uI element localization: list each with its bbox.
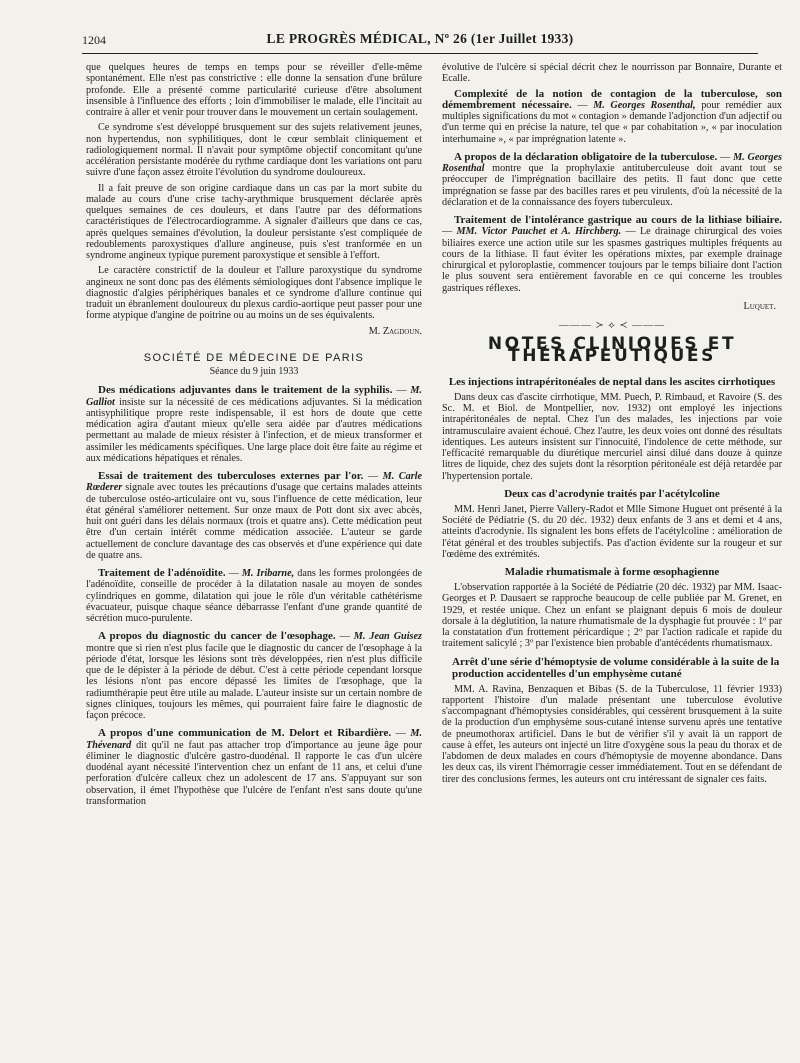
journal-title: LE PROGRÈS MÉDICAL, Nº 26 (1er Juillet 1933): [266, 31, 574, 46]
ornament-divider: ——— ≻ ⟡ ≺ ———: [558, 320, 666, 331]
article-entry: A propos d'une communication de M. Delort et Ribardière. — M. Thévenard dit qu'il ne faut pas attacher trop d'importance au jeune âge pour éliminer le diagnostic d'ulcère gastro-duodénal. Il rapporte le cas d'un ulcère duodénal ayant nécessité l'intervention chez un enfant de 11 ans, et celui d'une perforation d'ulcère calleux chez un adolescent de 17 ans. S'appuyant sur son observation, il émet l'hypothèse que l'ulcère de l'enfant n'est sans doute qu'une transformation: [86, 727, 422, 807]
article-body: pour remédier aux multiples significations du mot « contagion » demande l'adjonction d'un adjectif ou d'un terme qui en précise la nature, tel que « par cohabitation », « par inoculation interhumaine », « par imprégnation latente ».: [442, 99, 783, 145]
article-author: M. Georges Rosenthal: [442, 151, 783, 174]
paragraph: évolutive de l'ulcère si spécial décrit chez le nourrisson par Bonnaire, Durante et Ecalle.: [442, 62, 782, 85]
article-body: — Le drainage chirurgical des voies biliaires exerce une action utile sur les spasmes gastriques multiples fréquents au cours de la lithiase. Il faut éviter les opérations mixtes, par exemple drainage chirurgical et pyloroplastie, commencer toujours par le temps biliaire dont l'action le plus souvent sera entièrement favorable en ce qui concerne les troubles gastriques réflexes.: [442, 226, 783, 294]
paragraph: Il a fait preuve de son origine cardiaque dans un cas par la mort subite du malade au cours d'une crise tachy-arythmique brusquement déclarée après quelques semaines de ces douleurs, et dans l'autre par des déformations caractéristiques de l'électrocardiogramme. A signaler d'ailleurs que dans ce cas, après quelques semaines d'évolution, la douleur persistante s'est compliquée de redoublements paroxystiques d'allure angineuse, puis s'est tranformée en un syndrome angineux typique purement paroxystique et sensible à l'effort.: [86, 182, 422, 261]
article-author: M. Iribarne,: [241, 568, 295, 579]
article-body: insiste sur la nécessité de ces médications adjuvantes. Si la médication antisyphilitique propre reste indispensable, il est hors de doute que cette médication agira d'autant mieux qu'elle sera aidée par d'autres médications permettant au malade de mieux résister à l'infection, et de mieux transformer et assimiler les médicaments spécifiques. Une large place doit être faite au régime et aux médications hépatiques et rénales.: [86, 396, 423, 464]
article-body: dans les formes prolongées de l'adénoïdite, conseille de procéder à la dilatation nasale au moyen de sondes cylindriques en gomme, dilatation qui joue le rôle d'un véritable cathétérisme évacuateur, puisque chaque séance débarrasse l'enfant d'une grande quantité de sécrétion muco-purulente.: [86, 568, 422, 624]
article-entry: A propos du diagnostic du cancer de l'œsophage. — M. Jean Guisez montre que si rien n'est plus facile que le diagnostic du cancer de l'œsophage à la période d'état, lorsque les lésions sont très développées, rien n'est plus difficile que de le dépister à la période de début. C'est à cette période cependant lorsque les lésions n'ont pas encore dépassé les limites de l'œsophage, que la radiumthérapie peut être utile au malade. L'auteur insiste sur un certain nombre de signes cliniques, toujours les mêmes, qui pourraient faire faire le diagnostic de façon précoce.: [86, 630, 423, 721]
society-heading: SOCIÉTÉ DE MÉDECINE DE PARIS: [143, 351, 365, 364]
author-signature: M. Zagdoun.: [368, 325, 422, 337]
article-author: MM. Victor Pauchet et A. Hirchberg.: [456, 226, 622, 238]
article-body: montre que la prophylaxie antituberculeuse doit avant tout se préoccuper de l'imprégnation bacillaire des petits. Il faut donc que cette imprégnation se fasse par des bacilles rares et peu virulents, d'où la nécessité de la déclaration et de la connaissance des foyers tuberculeux.: [442, 163, 783, 208]
note-heading: Maladie rhumatismale à forme œsophagienne: [504, 566, 720, 578]
article-body: dit qu'il ne faut pas attacher trop d'importance au jeune âge pour éliminer le diagnostic d'ulcère gastro-duodénal. Il rapporte le cas d'un ulcère duodénal ayant nécessité l'intervention chez un enfant de 11 ans, et celui d'une perforation d'ulcère calleux chez un adolescent de 17 ans. S'appuyant sur son observation, il émet l'hypothèse que l'ulcère de l'enfant n'est sans doute qu'une transformation: [86, 739, 422, 807]
article-heading: Traitement de l'intolérance gastrique au cours de la lithiase biliaire.: [454, 214, 782, 226]
article-author: M. Georges Rosenthal,: [593, 99, 696, 111]
article-heading: Complexité de la notion de contagion de la tuberculose, son démembrement nécessaire.: [442, 87, 782, 111]
left-column: [86, 62, 422, 814]
note-body: MM. Henri Janet, Pierre Vallery-Radot et Mlle Simone Huguet ont présenté à la Société de Pédiatrie (S. du 20 déc. 1932) deux enfants de 3 ans et demi et 4 ans, atteints d'acrodynie. Ils signalent les bons effets de l'acétylcoline : amélioration de l'état général et des troubles subjectifs. Pas d'action évidente sur la rougeur et sur l'œdème des extrémités.: [442, 503, 782, 560]
note-heading: Arrêt d'une série d'hémoptysie de volume considérable à la suite de la production accidentelles d'un emphysème cutané: [452, 655, 780, 680]
paragraph: Ce syndrome s'est développé brusquement sur des sujets relativement jeunes, non hypertendus, non syphilitiques, dont le cœur semblait cliniquement et radiologiquement normal. Il n'avait pour symptôme objectif concomitant qu'une accélération persistante modérée du rythme cardiaque dont les variations ont paru suivre d'une façon assez étroite l'évolution du syndrome douloureux.: [86, 122, 422, 179]
note-heading: Les injections intrapéritonéales de neptal dans les ascites cirrhotiques: [448, 375, 776, 388]
right-column: [442, 62, 782, 789]
article-body: montre que si rien n'est plus facile que le diagnostic du cancer de l'œsophage à la période d'état, lorsque les lésions sont très développées, rien n'est plus difficile que de le dépister à la période de début. C'est à cette période cependant lorsque les lésions n'ont pas encore dépassé les limites de l'œsophage, que la radiumthérapie peut être utile au malade. L'auteur insiste sur un certain nombre de signes cliniques, toujours les mêmes, qui pourraient faire faire le diagnostic de façon précoce.: [86, 642, 422, 721]
article-entry: Des médications adjuvantes dans le traitement de la syphilis. — M. Galliot insiste sur la nécessité de ces médications adjuvantes. Si la médication antisyphilitique propre reste indispensable, il est hors de doute que cette médication agira d'autant mieux qu'elle sera aidée par d'autres médications permettant au malade de mieux résister à l'infection, et de mieux transformer et assimiler les médicaments spécifiques. Une large place doit être faite au régime et aux médications hépatiques et rénales.: [86, 384, 423, 464]
article-entry: A propos de la déclaration obligatoire de la tuberculose. — M. Georges Rosenthal montre que la prophylaxie antituberculeuse doit avant tout se préoccuper de l'imprégnation bacillaire des petits. Il faut donc que cette imprégnation se fasse par des bacilles rares et peu virulents, d'où la nécessité de la déclaration et de la connaissance des foyers tuberculeux.: [442, 150, 783, 208]
section-title: NOTES CLINIQUES ET THÉRAPEUTIQUES: [487, 334, 737, 366]
article-author: M. Carle Rœderer: [86, 471, 423, 494]
note-body: Dans deux cas d'ascite cirrhotique, MM. Puech, P. Rimbaud, et Ravoire (S. des Sc. M. et Biol. de Montpellier, nov. 1932) ont employé les injections intrapéritonéales de neptal. Chez l'un des malades, les injections par voie intramusculaire avaient échoué. Chez l'autre, les deux voies ont donné des résultats identiques. Les auteurs insistent sur l'innocuité, l'indolence de cette méthode, sur l'efficacité remarquable du diurétique mercuriel ainsi dilué dans douze à quinze litres de liquide, chez des sujets dont la résorption péritonéale est déjà retardée par l'hypertension portale.: [442, 391, 782, 482]
article-heading: Essai de traitement des tuberculoses externes par l'or.: [98, 470, 364, 482]
article-entry: Complexité de la notion de contagion de la tuberculose, son démembrement nécessaire. — M. Georges Rosenthal, pour remédier aux multiples significations du mot « contagion » demande l'adjonction d'un adjectif ou d'un terme qui en précise la nature, tel que « par cohabitation », « par inoculation interhumaine », « par imprégnation latente ».: [442, 87, 783, 145]
article-entry: Traitement de l'intolérance gastrique au cours de la lithiase biliaire. — MM. Victor Pauchet et A. Hirchberg. — Le drainage chirurgical des voies biliaires exerce une action utile sur les spasmes gastriques multiples fréquents au cours de la lithiase. Il faut éviter les opérations mixtes, par exemple drainage chirurgical et pyloroplastie, commencer toujours par le temps biliaire dont l'action le plus souvent sera entièrement favorable en ce qui concerne les troubles gastriques réflexes.: [442, 214, 783, 294]
article-author: M. Galliot: [86, 385, 423, 408]
article-author: M. Thévenard: [86, 728, 422, 751]
author-signature: Luquet.: [743, 300, 776, 312]
page-number: 1204: [82, 33, 106, 47]
note-heading: Deux cas d'acrodynie traités par l'acétylcoline: [504, 487, 720, 500]
note-body: L'observation rapportée à la Société de Pédiatrie (20 déc. 1932) par MM. Isaac-Georges et P. Dausaert se rapproche beaucoup de celle publiée par M. Grenet, en 1929, et restée unique. Chez un enfant se plaignant depuis 6 mois de douleur dorsale à la déglutition, la nature rhumatismale de la dysphagie fut prouvée : 1º par la constatation d'un frottement péricardique ; 2º par l'action radicale et rapide du traitement salicylé ; 3º par l'existence bien probable d'antécédents rhumatismaux.: [442, 582, 782, 650]
article-heading: A propos du diagnostic du cancer de l'œsophage.: [98, 630, 336, 643]
article-heading: Des médications adjuvantes dans le traitement de la syphilis.: [98, 384, 393, 397]
note-body: MM. A. Ravina, Benzaquen et Bibas (S. de la Tuberculose, 11 février 1933) rapportent l'histoire d'un malade présentant une tuberculose évolutive s'accompagnant d'hémoptysies considérables, qui cessèrent brusquement à la suite de la production d'un emphysème sous-cutané intense survenu après une tentative de pneumothorax artificiel. Dans le but de vérifier s'il y avait là un rapport de cause à effet, les auteurs ont injecté un litre d'oxygène sous la peau du thorax et de l'abdomen de deux malades en cours d'hémoptysie de moyenne abondance. Dans les deux cas, ils virent l'hémorragie cesser immédiatement. Tout en se défendant de tirer des conclusions fermes, les auteurs ont cru intéressant de signaler ces faits.: [442, 683, 782, 785]
article-entry: Essai de traitement des tuberculoses externes par l'or. — M. Carle Rœderer signale avec toutes les précautions d'usage que certains malades atteints de tuberculose ostéo-articulaire ont vu, sous l'influence de cette médication, leur état général s'améliorer nettement. Sur onze maux de Pott dont six avec abcès, huit ont guéri dans les délais normaux (trois et quatre ans). Cette médication peut être d'un certain intérêt comme médication associée. L'auteur se garde actuellement de conclure davantage des cas observés et d'une expérience qui date de quatre ans.: [86, 470, 423, 561]
session-date: Séance du 9 juin 1933: [209, 366, 299, 377]
article-body: signale avec toutes les précautions d'usage que certains malades atteints de tuberculose ostéo-articulaire ont vu, sous l'influence de cette médication, leur état général s'améliorer nettement. Sur onze maux de Pott dont six avec abcès, huit ont guéri dans les délais normaux (trois et quatre ans). Cette médication peut être d'un certain intérêt comme médication associée. L'auteur se garde actuellement de conclure davantage des cas observés et d'une expérience qui date de quatre ans.: [86, 482, 423, 561]
page-header: [82, 33, 758, 54]
article-author: M. Jean Guisez: [353, 631, 423, 643]
paragraph: Le caractère constrictif de la douleur et l'allure paroxystique du syndrome angineux ne sont donc pas des éléments sémiologiques dont l'absence implique le diagnostic d'algies périphériques banales et ce syndrome d'allure continue qui traduit un ébranlement douloureux du plexus cardio-aortique peut passer pour une forme atypique d'angine de poitrine ou au moins un de ses équivalents.: [86, 265, 422, 322]
paragraph: que quelques heures de temps en temps pour se réveiller d'elle-même spontanément. Elle n'est pas constrictive : elle donne la sensation d'une brûlure profonde. Elle a présenté comme particularité curieuse d'être absolument insensible à l'influence des efforts ; loin d'immobiliser le malade, elle l'incitait au contraire à aller et venir pour trouver dans le mouvement un certain soulagement.: [86, 62, 422, 118]
article-entry: Traitement de l'adénoïdite. — M. Iribarne, dans les formes prolongées de l'adénoïdite, conseille de procéder à la dilatation nasale au moyen de sondes cylindriques en gomme, dilatation qui joue le rôle d'un véritable cathétérisme évacuateur, puisque chaque séance débarrasse l'enfant d'une grande quantité de sécrétion muco-purulente.: [86, 567, 422, 624]
article-heading: A propos d'une communication de M. Delort et Ribardière.: [98, 727, 392, 740]
article-heading: A propos de la déclaration obligatoire de la tuberculose.: [454, 150, 718, 163]
article-heading: Traitement de l'adénoïdite.: [98, 567, 226, 579]
